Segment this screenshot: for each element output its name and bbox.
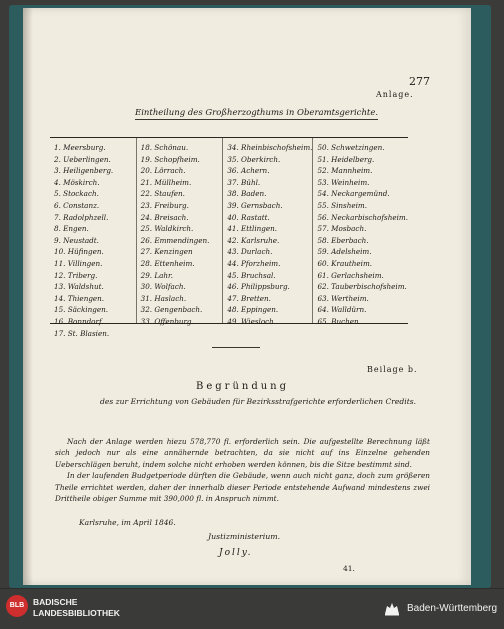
district-entry: 25. Waldkirch.	[140, 224, 194, 234]
ministry-name: Justizministerium.	[208, 532, 281, 541]
beilage-label: Beilage b.	[367, 365, 418, 374]
page-number: 277	[409, 75, 430, 88]
district-entry: 26. Emmendingen.	[140, 235, 210, 245]
place-date: Karlsruhe, im April 1846.	[79, 518, 176, 527]
district-entry: 13. Waldshut.	[54, 282, 104, 292]
district-entry: 19. Schopfheim.	[140, 154, 200, 164]
district-entry: 5. Stockach.	[54, 189, 99, 199]
library-name-line1: BADISCHE	[33, 597, 78, 607]
blb-logo-icon[interactable]: BLB	[6, 595, 28, 617]
district-entry: 40. Rastatt.	[227, 212, 270, 222]
district-entry: 33. Offenburg.	[140, 316, 194, 326]
body-text	[55, 436, 430, 504]
district-entry: 28. Ettenheim.	[140, 258, 195, 268]
district-entry: 62. Tauberbischofsheim.	[317, 282, 407, 292]
district-entry: 11. Villingen.	[54, 258, 103, 268]
district-entry: 23. Freiburg.	[140, 200, 189, 210]
baden-wuerttemberg-lions-icon[interactable]	[383, 600, 403, 616]
section-heading: Begründung	[196, 381, 290, 392]
district-entry: 48. Eppingen.	[227, 305, 279, 315]
district-entry: 10. Hüfingen.	[54, 247, 104, 257]
district-entry: 29. Lahr.	[140, 270, 173, 280]
district-entry: 44. Pforzheim.	[227, 258, 281, 268]
district-entry: 58. Eberbach.	[317, 235, 369, 245]
district-entry: 27. Kenzingen	[140, 247, 193, 257]
district-column	[136, 138, 223, 326]
district-entry: 51. Heidelberg.	[317, 154, 375, 164]
district-entry: 53. Weinheim.	[317, 177, 370, 187]
district-entry: 50. Schwetzingen.	[317, 143, 385, 152]
district-entry: 16. Bonndorf.	[54, 316, 104, 326]
district-entry: 61. Gerlachsheim.	[317, 270, 384, 280]
district-entry: 42. Karlsruhe.	[227, 235, 280, 245]
district-entry: 55. Sinsheim.	[317, 200, 367, 210]
section-subtitle: des zur Errichtung von Gebäuden für Bezirksstrafgerichte erforderlichen Credits.	[100, 397, 417, 406]
district-column	[312, 138, 409, 326]
district-entry: 22. Staufen.	[140, 189, 185, 199]
library-name[interactable]	[33, 597, 120, 619]
district-entry: 63. Wertheim.	[317, 293, 369, 303]
state-name[interactable]: Baden-Württemberg	[407, 603, 498, 614]
district-entry: 14. Thiengen.	[54, 293, 105, 303]
district-entry: 6. Constanz.	[54, 200, 100, 210]
district-entry: 21. Müllheim.	[140, 177, 192, 187]
district-entry: 9. Neustadt.	[54, 235, 99, 245]
district-entry: 2. Ueberlingen.	[54, 154, 111, 164]
library-name-line2: LANDESBIBLIOTHEK	[33, 608, 120, 618]
table-title: Eintheilung des Großherzogthums in Oberamtsgerichte.	[135, 108, 379, 118]
page-spine-shadow	[23, 8, 33, 585]
district-entry: 57. Mosbach.	[317, 224, 367, 234]
district-entry: 18. Schönau.	[140, 143, 189, 152]
district-entry: 24. Breisach.	[140, 212, 189, 222]
district-entry: 59. Adelsheim.	[317, 247, 372, 257]
district-table	[50, 137, 409, 338]
sheet-number: 41.	[343, 564, 355, 573]
district-entry: 64. Walldürn.	[317, 305, 367, 315]
district-entry: 37. Bühl.	[227, 177, 261, 187]
district-entry: 34. Rheinbischofsheim.	[227, 143, 313, 152]
district-entry: 60. Krautheim.	[317, 258, 373, 268]
body-paragraph: Nach der Anlage werden hiezu 578,770 fl. erforderlich sein. Die aufgestellte Berechnung läßt sich jedoch nur als eine annähernde betrachten, da sie nicht auf ins Einzelne gehenden Ueberschlägen beruht, indem solche nicht erhoben werden können, bis die Sitze bestimmt sind.	[55, 437, 430, 469]
district-entry: 3. Heiligenberg.	[54, 166, 114, 176]
district-entry: 46. Philippsburg.	[227, 282, 290, 292]
district-entry: 49. Wiesloch.	[227, 316, 277, 326]
district-entry: 7. Radolphzell.	[54, 212, 109, 222]
district-entry: 4. Möskirch.	[54, 177, 100, 187]
district-entry: 20. Lörrach.	[140, 166, 186, 176]
district-entry: 52. Mannheim.	[317, 166, 373, 176]
anlage-label: Anlage.	[376, 90, 414, 99]
district-entry: 43. Durlach.	[227, 247, 273, 257]
district-entry: 36. Achern.	[227, 166, 270, 176]
district-entry: 30. Wolfach.	[140, 282, 186, 292]
body-paragraph: In der laufenden Budgetperiode dürften die Gebäude, wenn auch nicht ganz, doch zum größeren Theile errichtet werden, daher der innerhalb dieser Periode entstehende Aufwand mindestens zwei Drittheile obiger Summe mit 390,000 fl. in Anspruch nimmt.	[55, 471, 430, 504]
district-entry: 31. Haslach.	[140, 293, 187, 303]
district-entry: 47. Bretten.	[227, 293, 271, 303]
district-entry: 32. Gengenbach.	[140, 305, 203, 315]
section-divider	[212, 347, 260, 348]
signature: Jolly.	[219, 548, 253, 558]
district-entry: 54. Neckargemünd.	[317, 189, 390, 199]
district-entry: 12. Triberg.	[54, 270, 98, 280]
district-entry: 38. Baden.	[227, 189, 267, 199]
district-entry: 56. Neckarbischofsheim.	[317, 212, 409, 222]
district-entry: 65. Buchen.	[317, 316, 361, 326]
district-entry: 41. Ettlingen.	[227, 224, 278, 234]
district-entry: 35. Oberkirch.	[227, 154, 281, 164]
district-entry: 39. Gernsbach.	[227, 200, 283, 210]
district-entry: 17. St. Blasien.	[54, 328, 110, 338]
district-entry: 15. Säckingen.	[54, 305, 109, 315]
district-entry: 8. Engen.	[54, 224, 89, 234]
district-entry: 45. Bruchsal.	[227, 270, 276, 280]
district-column	[222, 138, 313, 326]
district-column	[50, 138, 136, 338]
district-entry: 1. Meersburg.	[54, 143, 106, 152]
